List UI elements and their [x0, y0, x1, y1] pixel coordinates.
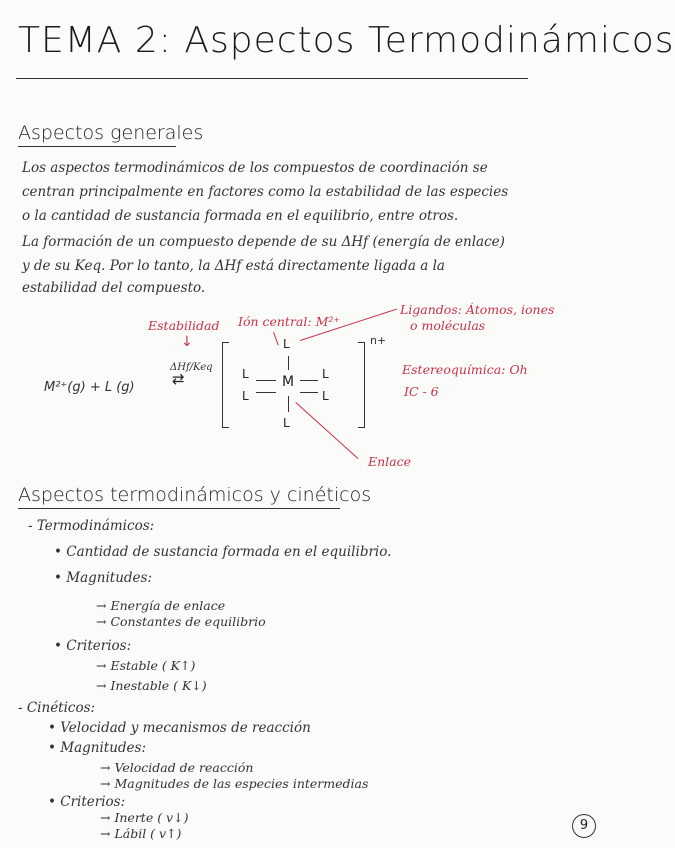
cin-criterios: • Criterios:: [48, 794, 126, 810]
ligand-left-upper: L: [242, 367, 249, 381]
section-heading-generales: Aspectos generales: [18, 122, 204, 144]
termo-magnitud-1: → Energía de enlace: [96, 598, 226, 613]
termo-criterio-2: → Inestable ( K↓): [96, 678, 207, 693]
bond-left-lower: [256, 392, 276, 393]
label-estabilidad: Estabilidad: [148, 318, 220, 333]
page-title: TEMA 2: Aspectos Termodinámicos: [18, 20, 675, 61]
body-line-2: centran principalmente en factores como la estabilidad de las especies: [22, 184, 509, 200]
reaction-reactants: M²⁺(g) + L (g): [44, 380, 135, 395]
complex-charge: n+: [370, 334, 387, 347]
heading-underline: [18, 146, 176, 147]
label-ligandos-1: Ligandos: Átomos, iones: [400, 302, 555, 317]
title-underline: [16, 78, 528, 79]
termo-magnitud-2: → Constantes de equilibrio: [96, 614, 266, 629]
cin-velocidad: • Velocidad y mecanismos de reacción: [48, 720, 311, 736]
pointer-enlace-line: [295, 402, 358, 459]
body-line-6: estabilidad del compuesto.: [22, 280, 206, 296]
pointer-ion-line: [273, 332, 279, 345]
ligand-top: L: [283, 337, 290, 351]
section-heading-termo-cineticos: Aspectos termodinámicos y cinéticos: [18, 484, 372, 506]
down-arrow-icon: ↓: [181, 334, 193, 350]
metal-center: M: [282, 374, 295, 390]
bond-bottom: [288, 396, 289, 412]
body-line-5: y de su Keq. Por lo tanto, la ΔHf está directamente ligada a la: [22, 258, 445, 274]
bond-right-lower: [300, 392, 318, 393]
ligand-left-lower: L: [242, 389, 249, 403]
equilibrium-arrow-icon: ⇄: [172, 370, 185, 388]
cin-magnitud-1: → Velocidad de reacción: [100, 760, 254, 775]
termo-criterios: • Criterios:: [54, 638, 132, 654]
body-line-1: Los aspectos termodinámicos de los compuestos de coordinación se: [22, 160, 488, 176]
label-estereoquimica: Estereoquímica: Oh: [402, 362, 528, 377]
left-bracket: [222, 342, 229, 428]
cin-title: - Cinéticos:: [18, 700, 96, 716]
bond-top: [288, 356, 289, 370]
ligand-right-upper: L: [322, 367, 329, 381]
ligand-bottom: L: [283, 416, 290, 430]
cin-magnitudes: • Magnitudes:: [48, 740, 147, 756]
page-number: 9: [572, 814, 596, 838]
arrow-label: ΔHf/Keq: [170, 362, 213, 373]
label-ion-central: Ión central: M²⁺: [238, 314, 340, 329]
bond-left-upper: [256, 380, 276, 381]
termo-magnitudes: • Magnitudes:: [54, 570, 153, 586]
cin-criterio-2: → Lábil ( v↑): [100, 826, 182, 841]
termo-title: - Termodinámicos:: [28, 518, 155, 534]
heading-underline-2: [18, 508, 340, 509]
bond-right-upper: [300, 380, 318, 381]
ligand-right-lower: L: [322, 389, 329, 403]
body-line-4: La formación de un compuesto depende de su ΔHf (energía de enlace): [22, 234, 505, 250]
label-ic: IC - 6: [404, 384, 439, 399]
cin-criterio-1: → Inerte ( v↓): [100, 810, 189, 825]
right-bracket: [358, 342, 365, 428]
cin-magnitud-2: → Magnitudes de las especies intermedias: [100, 776, 369, 791]
label-ligandos-2: o moléculas: [410, 318, 486, 333]
termo-criterio-1: → Estable ( K↑): [96, 658, 196, 673]
label-enlace: Enlace: [368, 454, 412, 469]
termo-cantidad: • Cantidad de sustancia formada en el equilibrio.: [54, 544, 392, 560]
body-line-3: o la cantidad de sustancia formada en el equilibrio, entre otros.: [22, 208, 459, 224]
